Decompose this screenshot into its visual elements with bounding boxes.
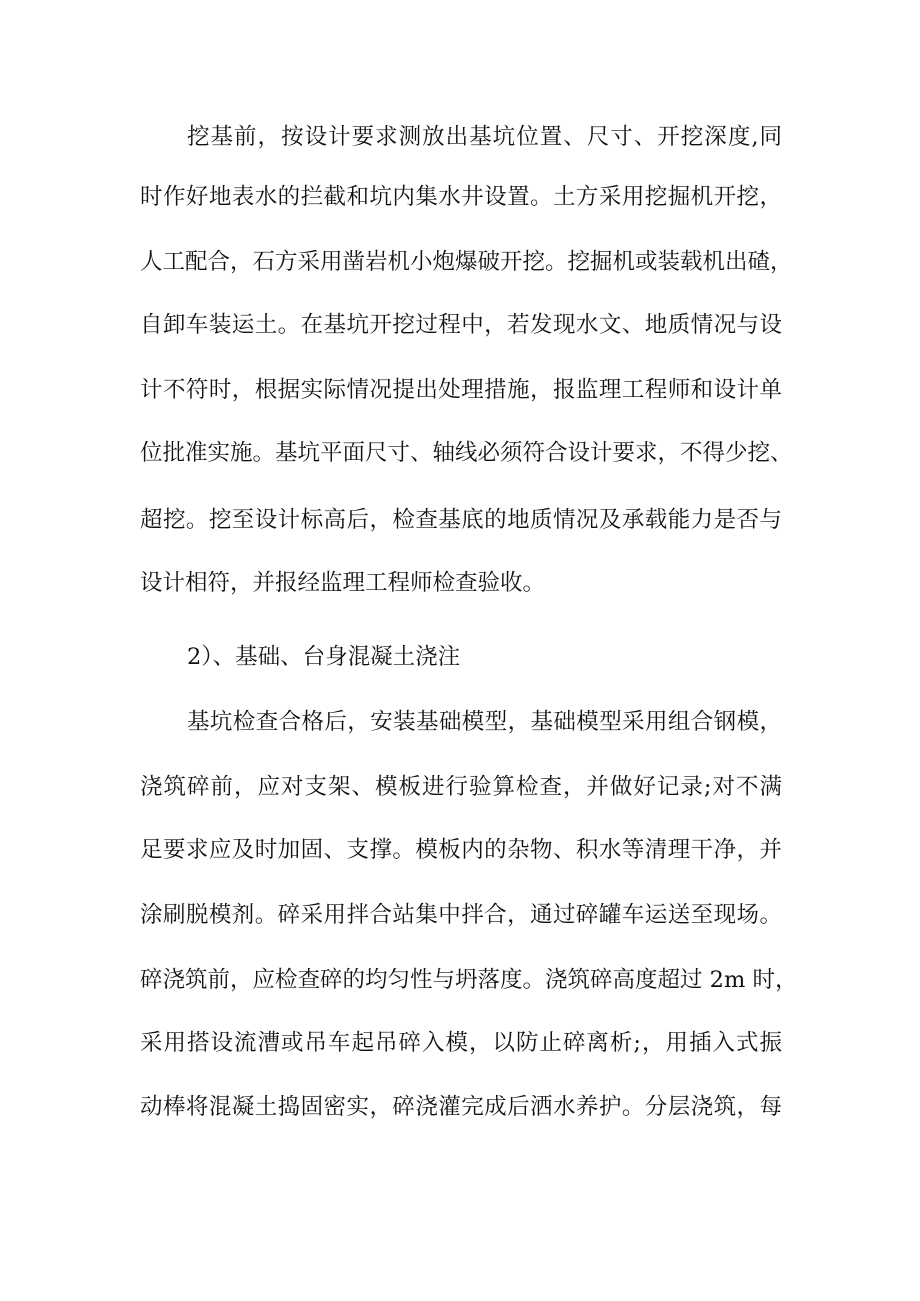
paragraph-line: 采用搭设流漕或吊车起吊碎入模，以防止碎离析;，用插入式振 [140, 1030, 782, 1056]
paragraph-line: 时作好地表水的拦截和坑内集水井设置。土方采用挖掘机开挖， [140, 184, 782, 210]
section-heading: 2）、基础、台身混凝土浇注 [187, 644, 461, 670]
paragraph-line: 基坑检查合格后，安装基础模型，基础模型采用组合钢模， [187, 709, 782, 735]
paragraph-line: 计不符时，根据实际情况提出处理措施，报监理工程师和设计单 [140, 377, 782, 403]
paragraph-line: 涂刷脱模剂。碎采用拌合站集中拌合，通过碎罐车运送至现场。 [140, 902, 782, 928]
paragraph-line: 人工配合，石方采用凿岩机小炮爆破开挖。挖掘机或装载机出碴， [140, 249, 793, 275]
paragraph-line: 超挖。挖至设计标高后，检查基底的地质情况及承载能力是否与 [140, 507, 782, 533]
paragraph-line: 足要求应及时加固、支撑。模板内的杂物、积水等清理干净，并 [140, 837, 782, 863]
paragraph-line: 浇筑碎前，应对支架、模板进行验算检查，并做好记录;对不满 [140, 774, 782, 800]
paragraph-line: 设计相符，并报经监理工程师检查验收。 [140, 570, 546, 596]
paragraph-line: 碎浇筑前，应检查碎的均匀性与坍落度。浇筑碎高度超过 2m 时， [140, 967, 798, 993]
paragraph-line: 挖基前，按设计要求测放出基坑位置、尺寸、开挖深度,同 [187, 124, 782, 150]
paragraph-line: 自卸车装运土。在基坑开挖过程中，若发现水文、地质情况与设 [140, 312, 782, 338]
paragraph-line: 位批准实施。基坑平面尺寸、轴线必须符合设计要求，不得少挖、 [140, 440, 793, 466]
paragraph-line: 动棒将混凝土捣固密实，碎浇灌完成后洒水养护。分层浇筑，每 [140, 1094, 782, 1120]
